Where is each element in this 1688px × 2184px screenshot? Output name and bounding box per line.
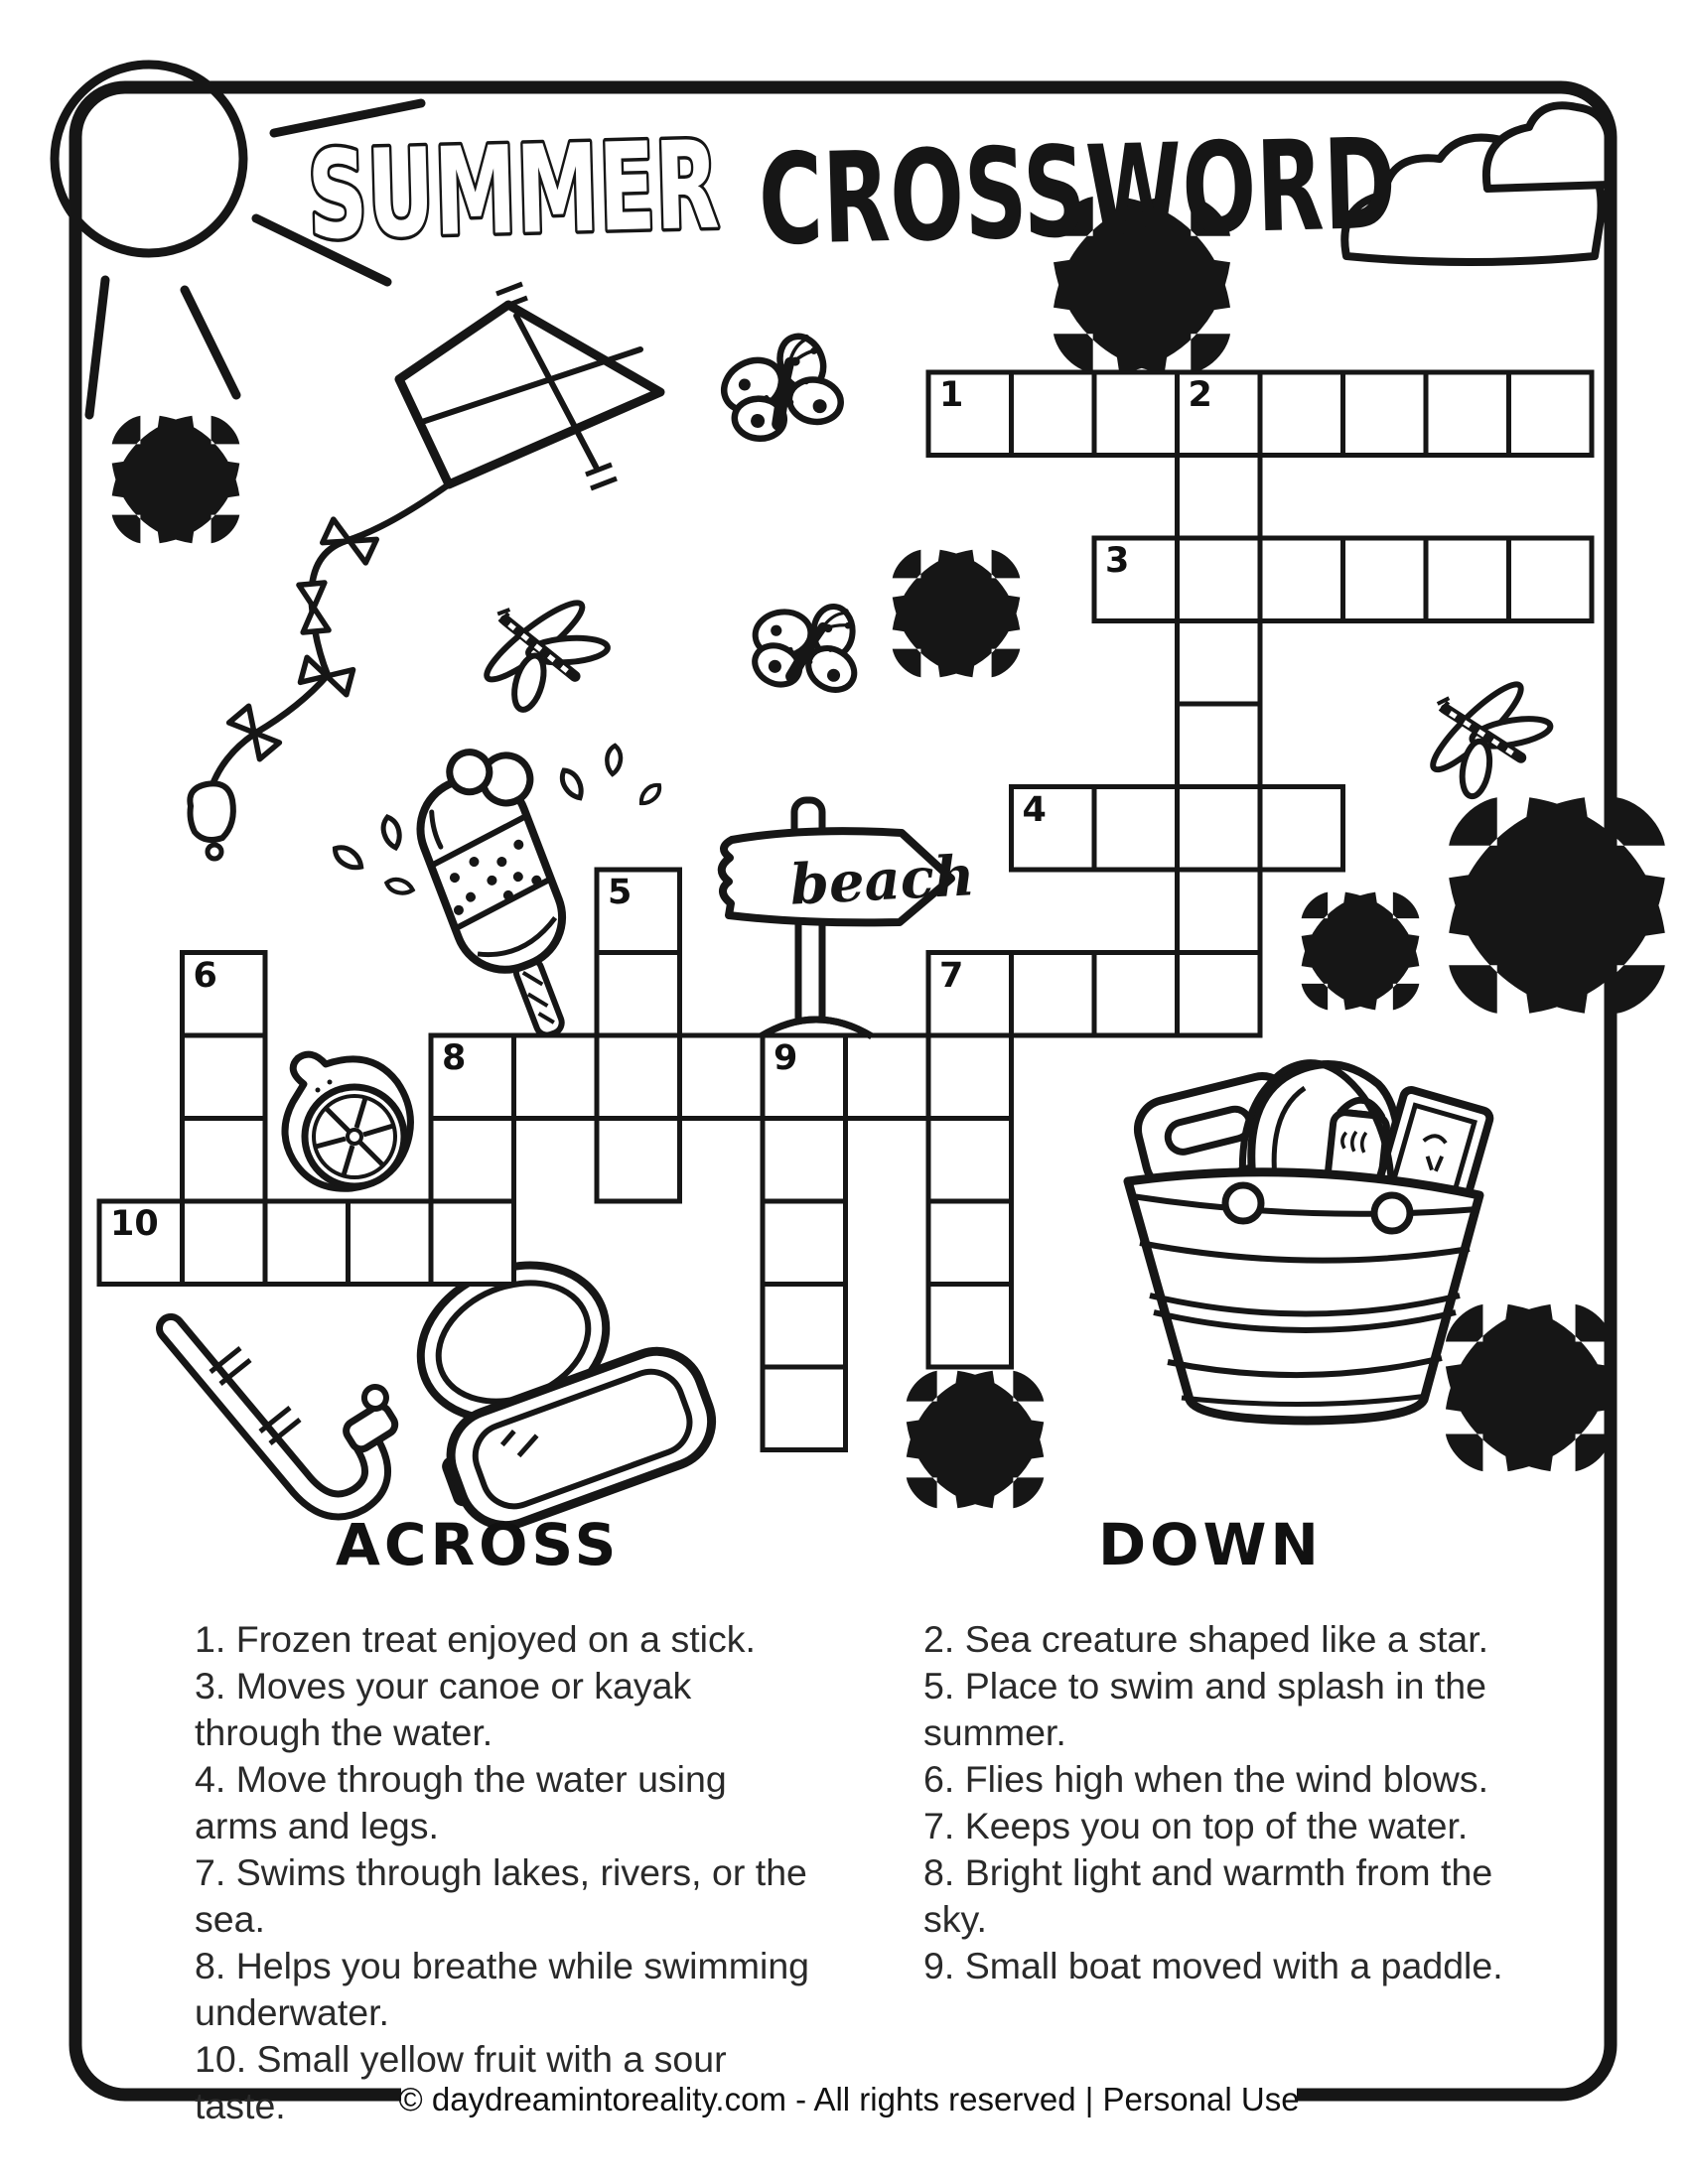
grid-cell[interactable]: [597, 1119, 680, 1202]
grid-cell[interactable]: [1178, 538, 1261, 621]
dragonfly-icon: [1419, 673, 1556, 802]
grid-cell[interactable]: [349, 1201, 432, 1285]
grid-cell[interactable]: [928, 1285, 1012, 1368]
butterfly-icon: [737, 584, 875, 707]
grid-cell[interactable]: [1260, 538, 1343, 621]
grid-cell[interactable]: [846, 1035, 929, 1119]
grid-cell[interactable]: [928, 1119, 1012, 1202]
popsicle-icon: [397, 734, 620, 1052]
grid-cell[interactable]: [1509, 538, 1593, 621]
grid-cell[interactable]: [1012, 953, 1095, 1036]
snorkel-icon: [171, 1328, 404, 1505]
clue-item: 1. Frozen treat enjoyed on a stick.: [195, 1618, 756, 1660]
clue-item: 3. Moves your canoe or kayak through the water.: [195, 1665, 692, 1753]
grid-cell[interactable]: [183, 1119, 266, 1202]
grid-cell[interactable]: [597, 953, 680, 1036]
beach-bag-icon: [1128, 1063, 1491, 1421]
grid-cell[interactable]: [1178, 456, 1261, 539]
grid-cell[interactable]: [597, 1035, 680, 1119]
grid-cell[interactable]: [1094, 953, 1178, 1036]
grid-cell[interactable]: [1343, 372, 1427, 456]
down-clues-list: [923, 1616, 1509, 1989]
grid-cell[interactable]: [1178, 621, 1261, 705]
grid-cell[interactable]: [1094, 787, 1178, 871]
grid-cell[interactable]: [1426, 538, 1509, 621]
clue-item: 7. Swims through lakes, rivers, or the sea.: [195, 1851, 807, 1940]
grid-cell[interactable]: [1178, 953, 1261, 1036]
cell-number: 9: [774, 1038, 798, 1078]
grid-cell[interactable]: [1426, 372, 1509, 456]
down-heading: DOWN: [1098, 1511, 1323, 1578]
grid-cell[interactable]: [1012, 372, 1095, 456]
grid-cell[interactable]: [1509, 372, 1593, 456]
cell-number: 8: [442, 1038, 467, 1078]
title-word-crossword: CROSSWORD: [757, 103, 1674, 274]
cell-number: 2: [1188, 375, 1212, 415]
clue-item: 6. Flies high when the wind blows.: [923, 1758, 1489, 1800]
grid-cell[interactable]: [763, 1285, 846, 1368]
cell-number: 5: [608, 873, 633, 912]
grid-cell[interactable]: [763, 1201, 846, 1285]
cell-number: 4: [1022, 789, 1047, 830]
cell-number: 10: [110, 1204, 159, 1244]
title-word-summer: SUMMER: [306, 109, 913, 267]
lemon-icon: [285, 1054, 410, 1188]
clue-item: 8. Bright light and warmth from the sky.: [923, 1851, 1493, 1940]
grid-cell[interactable]: [1343, 538, 1427, 621]
cell-number: 7: [939, 955, 964, 996]
grid-cell[interactable]: [265, 1201, 349, 1285]
clue-item: 7. Keeps you on top of the water.: [923, 1805, 1469, 1846]
grid-cell[interactable]: [928, 1035, 1012, 1119]
grid-cell[interactable]: [1260, 372, 1343, 456]
clue-item: 9. Small boat moved with a paddle.: [923, 1945, 1503, 1986]
beach-sign-label: beach: [788, 843, 977, 918]
grid-cell[interactable]: [183, 1035, 266, 1119]
grid-cell[interactable]: [1260, 787, 1343, 871]
clue-item: 5. Place to swim and splash in the summer.: [923, 1665, 1486, 1753]
grid-cell[interactable]: [763, 1367, 846, 1450]
kite-icon: [190, 284, 660, 859]
grid-cell[interactable]: [1178, 787, 1261, 871]
grid-cell[interactable]: [928, 1201, 1012, 1285]
cell-number: 6: [193, 955, 217, 996]
grid-cell[interactable]: [1178, 870, 1261, 953]
grid-cell[interactable]: [1178, 704, 1261, 787]
dragonfly-icon: [478, 591, 611, 716]
clue-item: 2. Sea creature shaped like a star.: [923, 1618, 1489, 1660]
grid-cell[interactable]: [183, 1201, 266, 1285]
grid-cell[interactable]: [1094, 372, 1178, 456]
clue-item: 10. Small yellow fruit with a sour taste.: [195, 2038, 727, 2126]
grid-cell[interactable]: [680, 1035, 764, 1119]
cell-number: 1: [939, 375, 964, 415]
butterfly-icon: [711, 327, 851, 448]
grid-cell[interactable]: [763, 1119, 846, 1202]
footer-credit: © daydreamintoreality.com - All rights reserved | Personal Use: [398, 2081, 1300, 2117]
clue-item: 4. Move through the water using arms and legs.: [195, 1758, 727, 1846]
cell-number: 3: [1105, 541, 1130, 581]
clue-item: 8. Helps you breathe while swimming underwater.: [195, 1945, 810, 2033]
across-clues-list: [195, 1616, 810, 2129]
across-heading: ACROSS: [336, 1511, 621, 1578]
grid-cell[interactable]: [514, 1035, 598, 1119]
grid-cell[interactable]: [431, 1201, 514, 1285]
grid-cell[interactable]: [431, 1119, 514, 1202]
beach-sign: [722, 800, 951, 1046]
